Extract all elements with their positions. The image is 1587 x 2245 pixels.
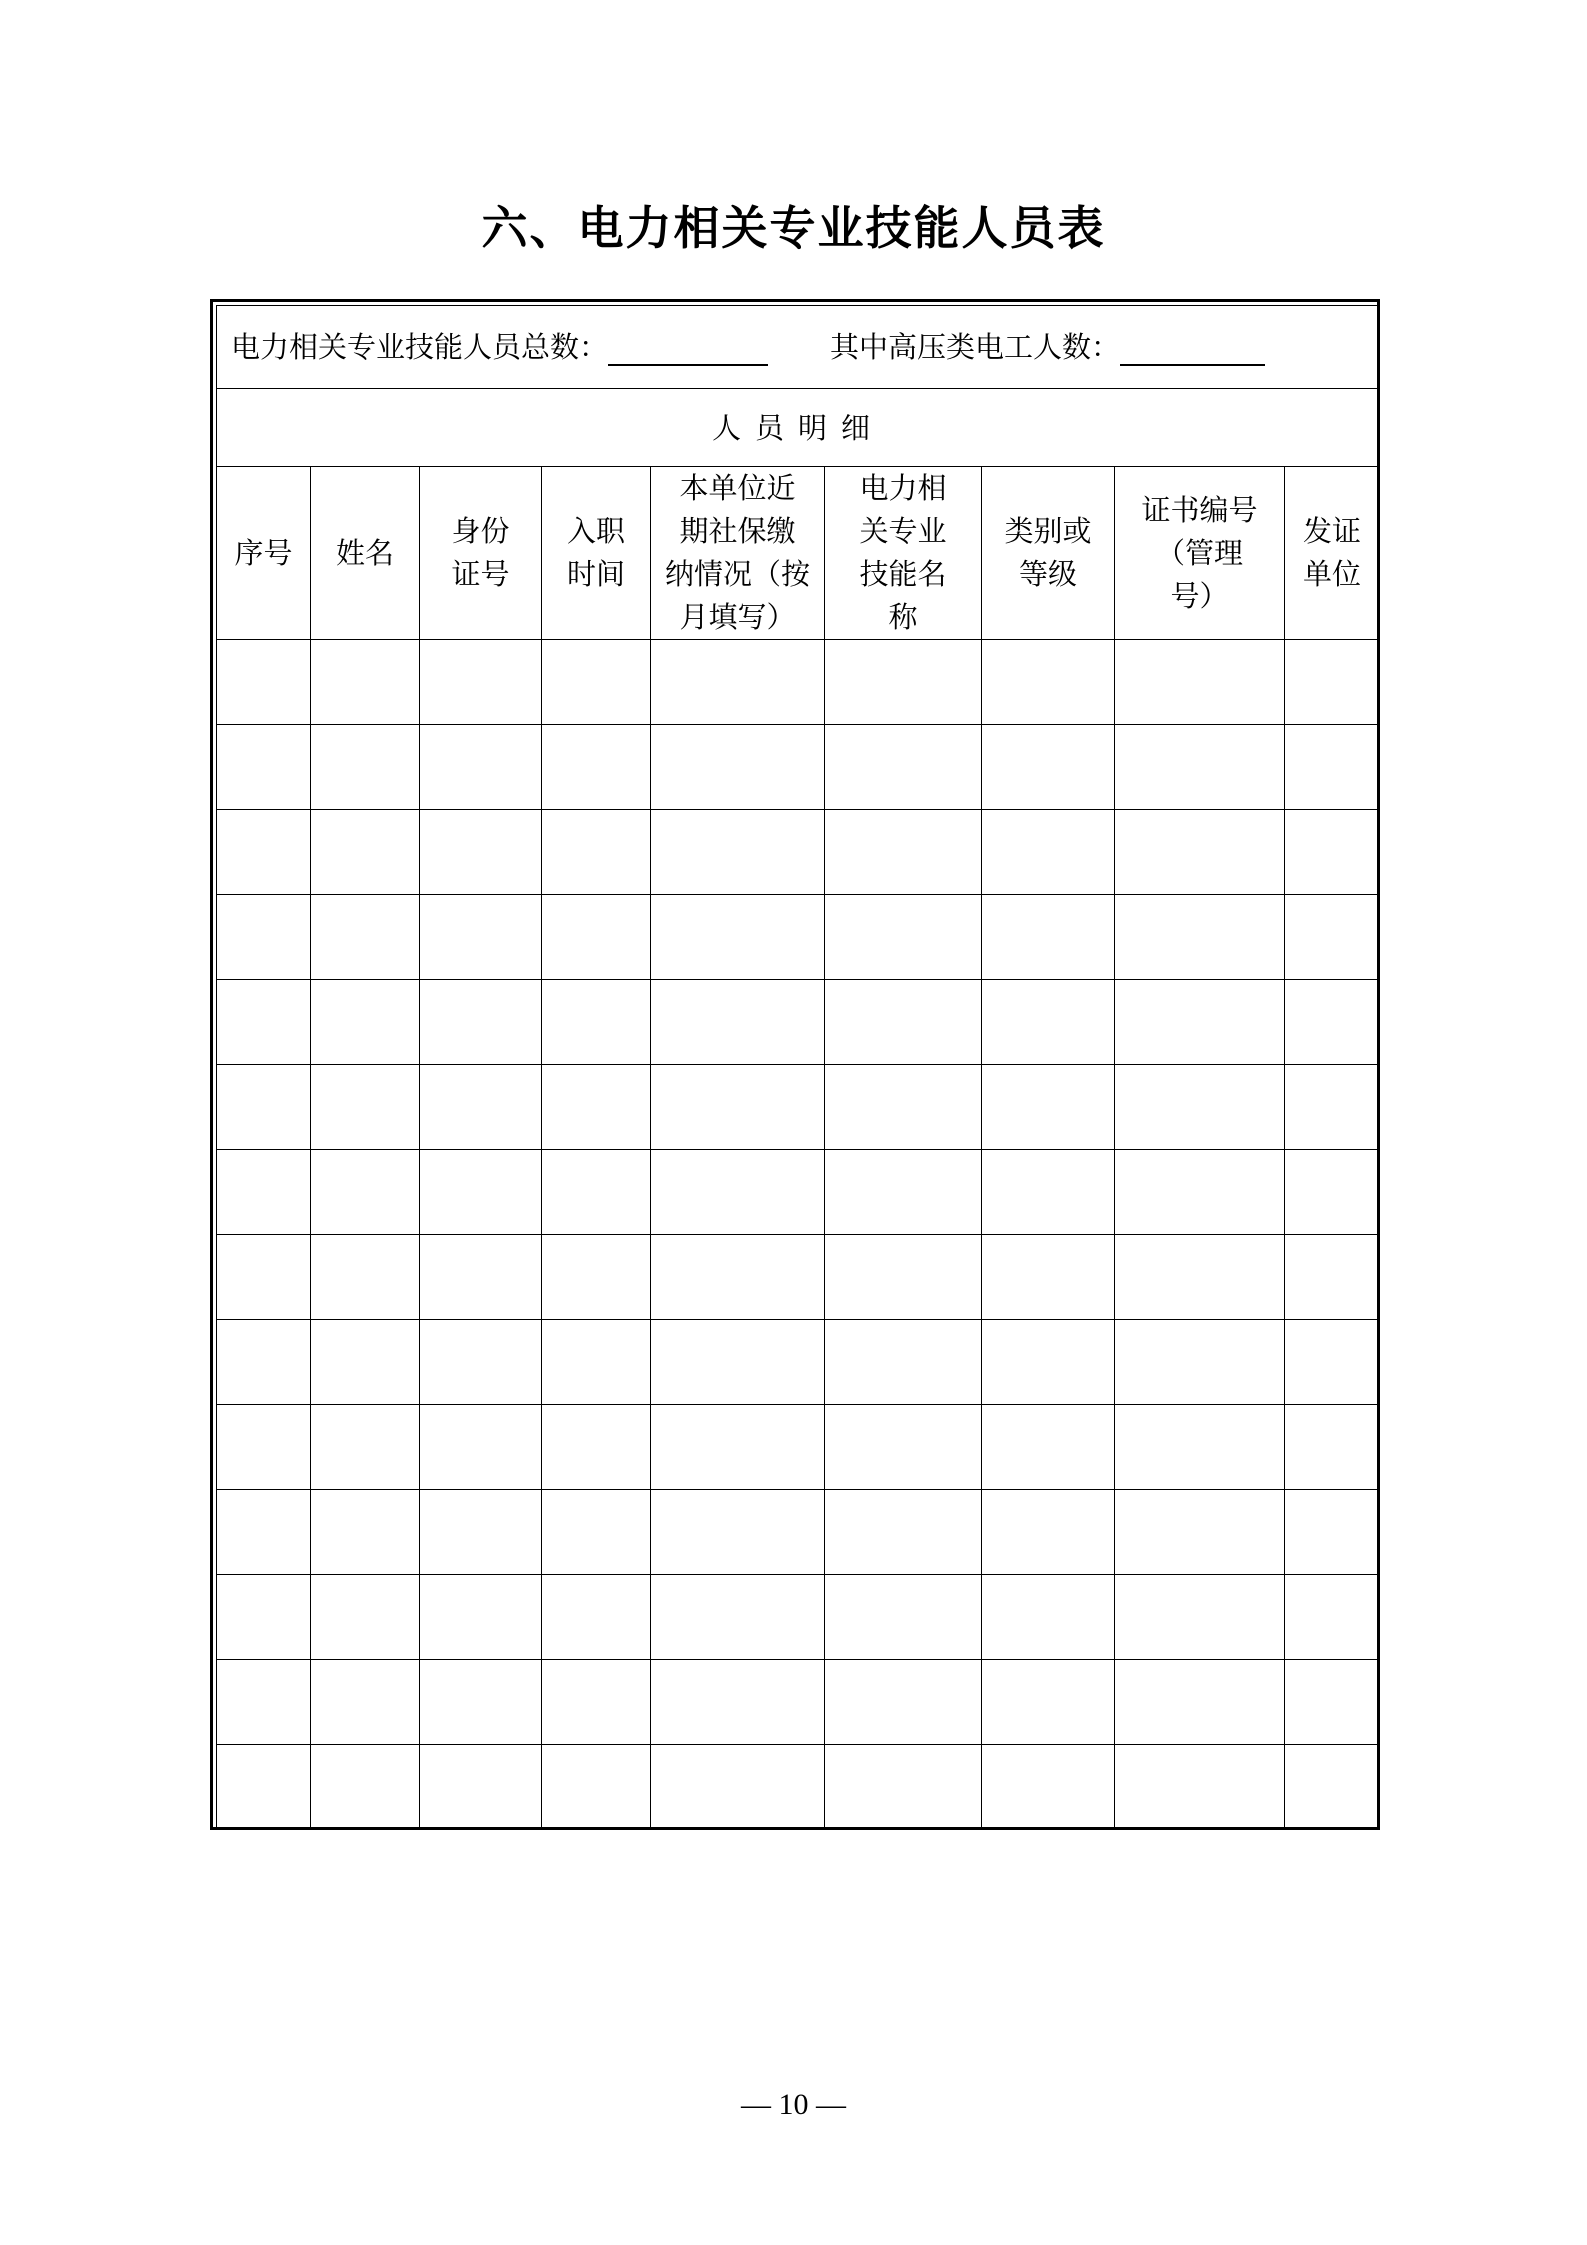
table-cell[interactable] bbox=[982, 1660, 1115, 1745]
table-cell[interactable] bbox=[420, 725, 542, 810]
summary-cell bbox=[217, 306, 1380, 389]
table-cell[interactable] bbox=[1115, 1320, 1285, 1405]
table-cell[interactable] bbox=[825, 1405, 982, 1490]
table-cell[interactable] bbox=[542, 640, 651, 725]
column-header-label bbox=[234, 532, 292, 575]
column-header-line: 称 bbox=[888, 600, 918, 634]
table-cell[interactable] bbox=[311, 640, 420, 725]
table-cell[interactable] bbox=[1285, 980, 1380, 1065]
column-header-line: 本单位近 bbox=[679, 471, 796, 505]
column-header-line: 号） bbox=[1170, 578, 1229, 613]
column-header bbox=[1115, 467, 1285, 640]
table-cell[interactable] bbox=[311, 1065, 420, 1150]
column-header-line: 纳情况（按 bbox=[664, 557, 810, 591]
table-cell[interactable] bbox=[217, 725, 311, 810]
table-cell[interactable] bbox=[1285, 1150, 1380, 1235]
table-cell[interactable] bbox=[542, 1405, 651, 1490]
personnel-form bbox=[210, 299, 1380, 1830]
table-cell[interactable] bbox=[651, 1575, 825, 1660]
table-cell[interactable] bbox=[217, 1405, 311, 1490]
column-header-label bbox=[859, 467, 946, 639]
column-header-row bbox=[217, 467, 1380, 640]
column-header-label bbox=[451, 510, 509, 596]
column-header bbox=[825, 467, 982, 640]
hv-electrician-count-label: 其中高压类电工人数： bbox=[830, 330, 1121, 364]
table-cell[interactable] bbox=[420, 1405, 542, 1490]
table-cell[interactable] bbox=[651, 1490, 825, 1575]
page-number: — 10 — bbox=[741, 2088, 846, 2121]
column-header-label bbox=[336, 532, 394, 575]
table-cell[interactable] bbox=[651, 1150, 825, 1235]
table-cell[interactable] bbox=[651, 1320, 825, 1405]
column-header-line: 类别或 bbox=[1004, 514, 1092, 548]
table-cell[interactable] bbox=[1285, 895, 1380, 980]
table-cell[interactable] bbox=[420, 1065, 542, 1150]
table-cell[interactable] bbox=[542, 725, 651, 810]
column-header-label bbox=[1303, 510, 1361, 596]
table-cell[interactable] bbox=[982, 725, 1115, 810]
table-cell[interactable] bbox=[420, 640, 542, 725]
table-cell[interactable] bbox=[420, 1490, 542, 1575]
table-cell[interactable] bbox=[982, 640, 1115, 725]
table-cell[interactable] bbox=[311, 810, 420, 895]
table-row bbox=[217, 1405, 1380, 1490]
column-header-label bbox=[1141, 489, 1257, 618]
table-cell[interactable] bbox=[825, 980, 982, 1065]
table-cell[interactable] bbox=[825, 1660, 982, 1745]
table-cell[interactable] bbox=[982, 1320, 1115, 1405]
table-cell[interactable] bbox=[982, 1575, 1115, 1660]
table-cell[interactable] bbox=[982, 1745, 1115, 1830]
table-row bbox=[217, 1490, 1380, 1575]
column-header-line: 证书编号 bbox=[1141, 492, 1258, 527]
table-cell[interactable] bbox=[825, 895, 982, 980]
personnel-table bbox=[216, 305, 1380, 1830]
table-cell[interactable] bbox=[311, 1235, 420, 1320]
table-cell[interactable] bbox=[542, 895, 651, 980]
column-header-line: 发证 bbox=[1303, 514, 1362, 548]
table-cell[interactable] bbox=[217, 640, 311, 725]
table-cell[interactable] bbox=[825, 1150, 982, 1235]
table-cell[interactable] bbox=[651, 640, 825, 725]
table-cell[interactable] bbox=[217, 1490, 311, 1575]
table-cell[interactable] bbox=[1115, 1490, 1285, 1575]
table-cell[interactable] bbox=[982, 1405, 1115, 1490]
column-header bbox=[1285, 467, 1380, 640]
column-header-line: 姓名 bbox=[335, 535, 394, 570]
column-header-label bbox=[567, 510, 625, 596]
table-row bbox=[217, 1660, 1380, 1745]
table-row bbox=[217, 895, 1380, 980]
table-row bbox=[217, 1065, 1380, 1150]
table-row bbox=[217, 1745, 1380, 1830]
table-cell[interactable] bbox=[825, 1745, 982, 1830]
table-cell[interactable] bbox=[1115, 1660, 1285, 1745]
table-cell[interactable] bbox=[982, 980, 1115, 1065]
column-header-line: 入职 bbox=[566, 514, 625, 548]
column-header bbox=[217, 467, 311, 640]
table-cell[interactable] bbox=[982, 1065, 1115, 1150]
table-row bbox=[217, 1235, 1380, 1320]
table-cell[interactable] bbox=[1115, 1235, 1285, 1320]
table-cell[interactable] bbox=[420, 1235, 542, 1320]
table-cell[interactable] bbox=[542, 1575, 651, 1660]
table-cell[interactable] bbox=[651, 1235, 825, 1320]
table-cell[interactable] bbox=[217, 1660, 311, 1745]
table-cell[interactable] bbox=[311, 1320, 420, 1405]
table-cell[interactable] bbox=[825, 1235, 982, 1320]
table-cell[interactable] bbox=[542, 1235, 651, 1320]
table-cell[interactable] bbox=[982, 1150, 1115, 1235]
table-cell[interactable] bbox=[651, 1660, 825, 1745]
table-row bbox=[217, 980, 1380, 1065]
table-cell[interactable] bbox=[311, 1490, 420, 1575]
column-header-line: 证号 bbox=[451, 557, 510, 591]
table-cell[interactable] bbox=[311, 1150, 420, 1235]
table-cell[interactable] bbox=[217, 810, 311, 895]
section-header-row bbox=[217, 389, 1380, 467]
table-cell[interactable] bbox=[420, 1660, 542, 1745]
table-cell[interactable] bbox=[1285, 1660, 1380, 1745]
table-cell[interactable] bbox=[825, 725, 982, 810]
table-cell[interactable] bbox=[1115, 1065, 1285, 1150]
column-header bbox=[311, 467, 420, 640]
table-cell[interactable] bbox=[651, 980, 825, 1065]
table-cell[interactable] bbox=[1115, 895, 1285, 980]
table-cell[interactable] bbox=[1285, 640, 1380, 725]
column-header-line: 电力相 bbox=[859, 471, 947, 505]
table-row bbox=[217, 1575, 1380, 1660]
table-cell[interactable] bbox=[217, 1320, 311, 1405]
table-cell[interactable] bbox=[982, 810, 1115, 895]
table-cell[interactable] bbox=[311, 980, 420, 1065]
table-cell[interactable] bbox=[1115, 640, 1285, 725]
table-cell[interactable] bbox=[542, 980, 651, 1065]
column-header-line: 期社保缴 bbox=[679, 514, 796, 548]
column-header-line: 序号 bbox=[234, 535, 293, 570]
table-cell[interactable] bbox=[542, 1490, 651, 1575]
table-cell[interactable] bbox=[1285, 1575, 1380, 1660]
column-header-line: 关专业 bbox=[859, 514, 947, 548]
table-cell[interactable] bbox=[1285, 1320, 1380, 1405]
table-cell[interactable] bbox=[217, 895, 311, 980]
table-cell[interactable] bbox=[420, 1320, 542, 1405]
table-cell[interactable] bbox=[311, 895, 420, 980]
column-header-line: 单位 bbox=[1303, 557, 1362, 591]
table-cell[interactable] bbox=[420, 1745, 542, 1830]
table-cell[interactable] bbox=[420, 895, 542, 980]
table-cell[interactable] bbox=[1285, 1405, 1380, 1490]
table-cell[interactable] bbox=[651, 895, 825, 980]
table-cell[interactable] bbox=[420, 980, 542, 1065]
table-cell[interactable] bbox=[651, 725, 825, 810]
table-cell[interactable] bbox=[311, 1745, 420, 1830]
table-cell[interactable] bbox=[1285, 1235, 1380, 1320]
total-count-field[interactable] bbox=[608, 334, 768, 366]
table-cell[interactable] bbox=[1285, 1065, 1380, 1150]
column-header-label bbox=[665, 467, 810, 639]
table-row bbox=[217, 1320, 1380, 1405]
table-cell[interactable] bbox=[311, 1660, 420, 1745]
table-cell[interactable] bbox=[982, 1235, 1115, 1320]
table-cell[interactable] bbox=[982, 1490, 1115, 1575]
summary-row bbox=[217, 306, 1380, 389]
table-cell[interactable] bbox=[542, 810, 651, 895]
table-row bbox=[217, 810, 1380, 895]
table-cell[interactable] bbox=[1285, 810, 1380, 895]
table-cell[interactable] bbox=[1285, 725, 1380, 810]
table-cell[interactable] bbox=[542, 1150, 651, 1235]
table-cell[interactable] bbox=[420, 810, 542, 895]
table-cell[interactable] bbox=[1115, 1405, 1285, 1490]
table-cell[interactable] bbox=[311, 725, 420, 810]
hv-electrician-count-field[interactable] bbox=[1120, 334, 1265, 366]
table-cell[interactable] bbox=[825, 1490, 982, 1575]
table-cell[interactable] bbox=[651, 1745, 825, 1830]
table-cell[interactable] bbox=[420, 1575, 542, 1660]
table-cell[interactable] bbox=[311, 1575, 420, 1660]
column-header bbox=[542, 467, 651, 640]
table-cell[interactable] bbox=[311, 1405, 420, 1490]
table-cell[interactable] bbox=[1115, 1745, 1285, 1830]
section-title: 人员明细 bbox=[217, 389, 1380, 467]
table-cell[interactable] bbox=[1115, 810, 1285, 895]
column-header-line: 技能名 bbox=[859, 557, 947, 591]
table-row bbox=[217, 640, 1380, 725]
table-cell[interactable] bbox=[825, 810, 982, 895]
table-cell[interactable] bbox=[1115, 725, 1285, 810]
table-cell[interactable] bbox=[542, 1745, 651, 1830]
table-cell[interactable] bbox=[982, 895, 1115, 980]
table-row bbox=[217, 725, 1380, 810]
table-cell[interactable] bbox=[651, 810, 825, 895]
table-cell[interactable] bbox=[825, 1065, 982, 1150]
total-count-label: 电力相关专业技能人员总数： bbox=[231, 330, 609, 364]
table-cell[interactable] bbox=[542, 1065, 651, 1150]
table-cell[interactable] bbox=[542, 1320, 651, 1405]
column-header bbox=[651, 467, 825, 640]
table-cell[interactable] bbox=[825, 1575, 982, 1660]
column-header-line: （管理 bbox=[1155, 535, 1243, 570]
column-header-line: 月填写） bbox=[679, 600, 796, 634]
table-cell[interactable] bbox=[217, 1065, 311, 1150]
table-cell[interactable] bbox=[1285, 1490, 1380, 1575]
column-header bbox=[420, 467, 542, 640]
table-cell[interactable] bbox=[217, 1745, 311, 1830]
column-header-label bbox=[1004, 510, 1091, 596]
table-cell[interactable] bbox=[217, 1575, 311, 1660]
table-cell[interactable] bbox=[651, 1405, 825, 1490]
table-cell[interactable] bbox=[825, 1320, 982, 1405]
table-cell[interactable] bbox=[217, 1150, 311, 1235]
table-cell[interactable] bbox=[420, 1150, 542, 1235]
table-cell[interactable] bbox=[1285, 1745, 1380, 1830]
table-cell[interactable] bbox=[542, 1660, 651, 1745]
table-cell[interactable] bbox=[825, 640, 982, 725]
table-cell[interactable] bbox=[1115, 1150, 1285, 1235]
column-header-line: 时间 bbox=[566, 557, 625, 591]
column-header-line: 身份 bbox=[451, 514, 510, 548]
table-cell[interactable] bbox=[1115, 980, 1285, 1065]
table-cell[interactable] bbox=[217, 980, 311, 1065]
table-cell[interactable] bbox=[1115, 1575, 1285, 1660]
column-header-line: 等级 bbox=[1018, 557, 1077, 591]
table-cell[interactable] bbox=[651, 1065, 825, 1150]
page-title: 六、电力相关专业技能人员表 bbox=[481, 201, 1106, 255]
table-cell[interactable] bbox=[217, 1235, 311, 1320]
table-row bbox=[217, 1150, 1380, 1235]
column-header bbox=[982, 467, 1115, 640]
